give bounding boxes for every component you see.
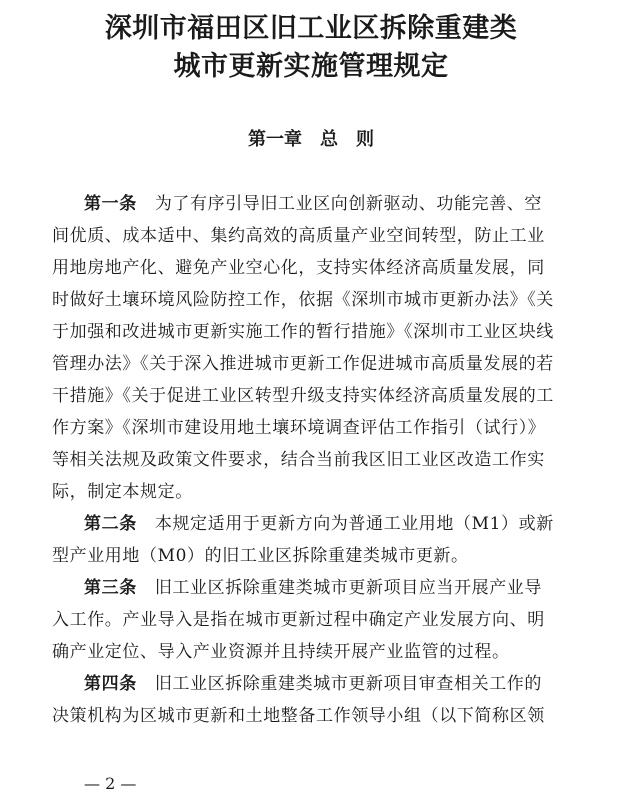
article-2-line-1 [84, 508, 596, 540]
article-2-label: 第二条 [84, 514, 137, 534]
document-title [0, 10, 622, 86]
article-1-line-9: 等相关法规及政策文件要求，结合当前我区旧工业区改造工作实 [52, 450, 545, 470]
chapter-heading: 第一章 总 则 [248, 129, 374, 150]
article-4-line-2: 决策机构为区城市更新和土地整备工作领导小组（以下简称区领 [52, 706, 545, 726]
document-body [52, 188, 596, 732]
article-1-line-6: 管理办法》《关于深入推进城市更新工作促进城市高质量发展的若 [52, 354, 554, 374]
article-3-line-1 [84, 572, 596, 604]
article-1-line-7: 干措施》《关于促进工业区转型升级支持实体经济高质量发展的工 [52, 386, 554, 406]
article-1-line-4: 时做好土壤环境风险防控工作，依据《深圳市城市更新办法》《关 [52, 290, 554, 310]
title-line-2: 城市更新实施管理规定 [173, 51, 449, 82]
article-1-line-2: 间优质、成本适中、集约高效的高质量产业空间转型，防止工业 [52, 226, 545, 246]
article-1-line-8: 作方案》《深圳市建设用地土壤环境调查评估工作指引（试行）》 [52, 418, 546, 438]
article-1-label: 第一条 [84, 194, 137, 214]
article-4-line-1 [84, 668, 596, 700]
article-3-label: 第三条 [84, 578, 137, 598]
article-1-line-1 [84, 188, 596, 220]
article-1-line-5: 于加强和改进城市更新实施工作的暂行措施》《深圳市工业区块线 [52, 322, 554, 342]
article-4-text: 旧工业区拆除重建类城市更新项目审查相关工作的 [154, 674, 543, 694]
article-4-label: 第四条 [84, 674, 137, 694]
article-3-text: 旧工业区拆除重建类城市更新项目应当开展产业导 [154, 578, 543, 598]
article-3-line-2: 入工作。产业导入是指在城市更新过程中确定产业发展方向、明 [52, 610, 545, 630]
article-3-line-3: 确产业定位、导入产业资源并且持续开展产业监管的过程。 [52, 642, 510, 662]
page-number: — 2 — [84, 774, 137, 793]
title-line-1: 深圳市福田区旧工业区拆除重建类 [104, 13, 518, 44]
article-1-line-10: 际，制定本规定。 [52, 482, 193, 502]
article-1-line-3: 用地房地产化、避免产业空心化，支持实体经济高质量发展，同 [52, 258, 545, 278]
article-2-line-2: 型产业用地（M0）的旧工业区拆除重建类城市更新。 [52, 546, 469, 566]
article-1-text: 为了有序引导旧工业区向创新驱动、功能完善、空 [154, 194, 543, 214]
article-2-text: 本规定适用于更新方向为普通工业用地（M1）或新 [154, 514, 554, 534]
